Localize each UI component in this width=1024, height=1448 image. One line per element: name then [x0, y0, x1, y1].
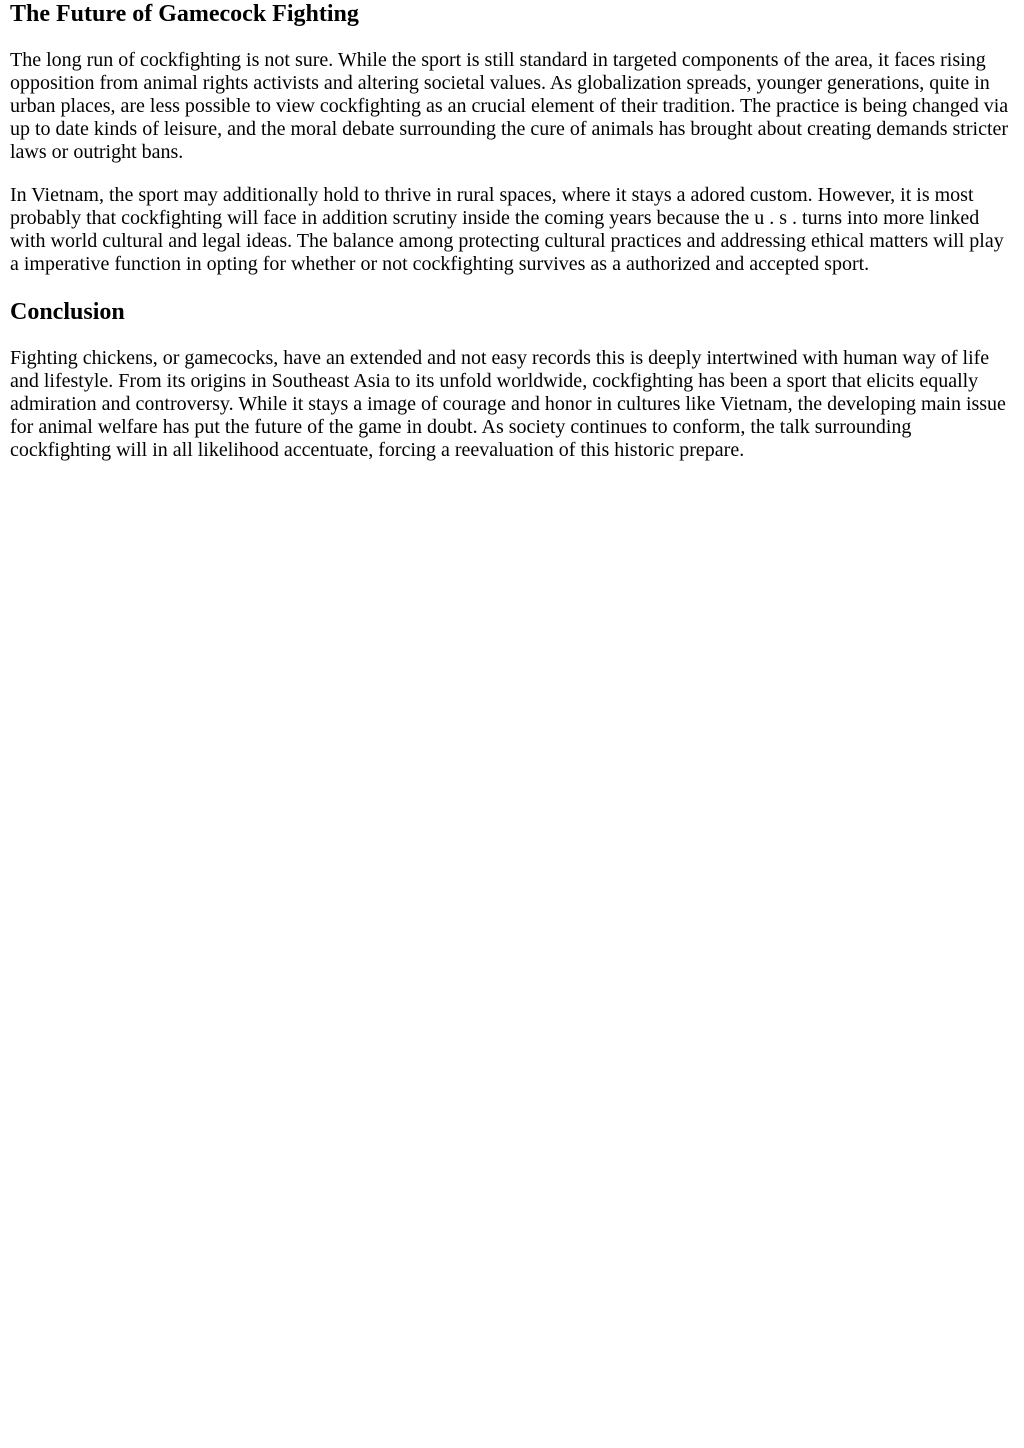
article-body — [0, 0, 1024, 462]
section-heading-future: The Future of Gamecock Fighting — [10, 1, 359, 27]
paragraph-future-2: In Vietnam, the sport may additionally hold to thrive in rural spaces, where it stays a adored custom. However, it is most probably that cockfighting will face in addition scrutiny inside the coming years because the u . s . turns into more linked with world cultural and legal ideas. The balance among protecting cultural practices and addressing ethical matters will play a imperative function in opting for whether or not cockfighting survives as a authorized and accepted sport. — [10, 184, 1004, 275]
paragraph-conclusion-1: Fighting chickens, or gamecocks, have an extended and not easy records this is deeply intertwined with human way of life and lifestyle. From its origins in Southeast Asia to its unfold worldwide, cockfighting has been a sport that elicits equally admiration and controversy. While it stays a image of courage and honor in cultures like Vietnam, the developing main issue for animal welfare has put the future of the game in doubt. As society continues to conform, the talk surrounding cockfighting will in all likelihood accentuate, forcing a reevaluation of this historic prepare. — [10, 347, 1006, 461]
section-heading-conclusion: Conclusion — [10, 299, 125, 325]
paragraph-future-1: The long run of cockfighting is not sure. While the sport is still standard in targeted components of the area, it faces rising opposition from animal rights activists and altering societal values. As globalization spreads, younger generations, quite in urban places, are less possible to view cockfighting as an crucial element of their tradition. The practice is being changed via up to date kinds of leisure, and the moral debate surrounding the cure of animals has brought about creating demands stricter laws or outright bans. — [10, 49, 1009, 163]
